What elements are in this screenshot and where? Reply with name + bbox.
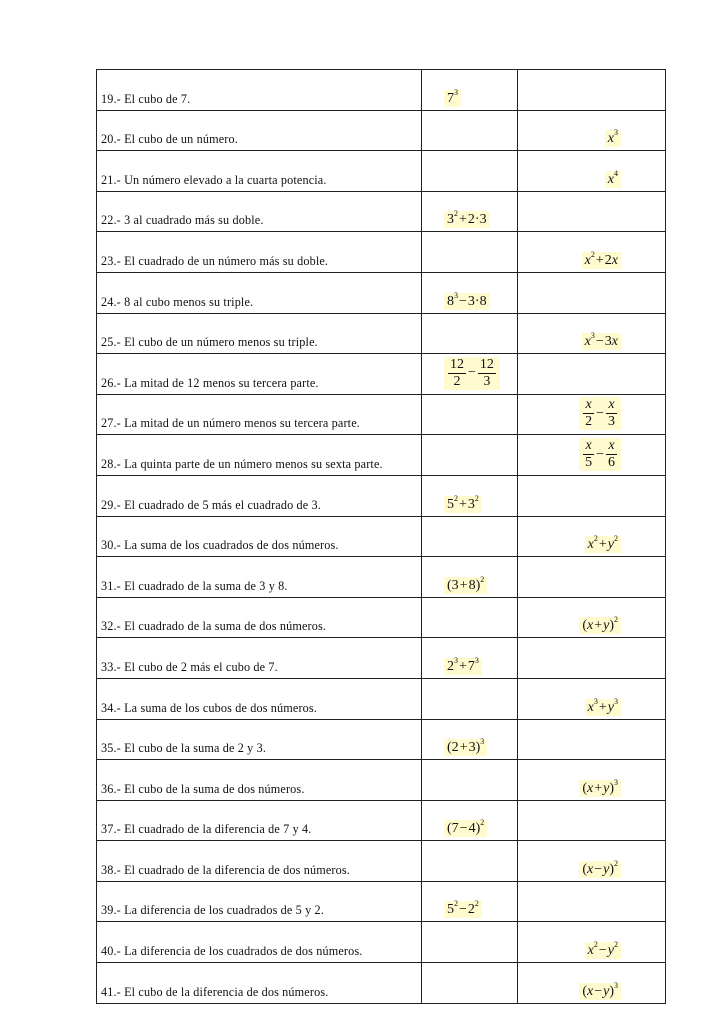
exercise-statement: 27.- La mitad de un número menos su tercera parte. [97, 394, 422, 435]
algebraic-expression: $x^2-y^2$ [585, 942, 621, 959]
numeric-expression-cell [422, 110, 518, 151]
exercise-statement: 41.- El cubo de la diferencia de dos números. [97, 963, 422, 1004]
algebraic-expression: $x^3-3x$ [582, 333, 621, 350]
exercise-statement: 25.- El cubo de un número menos su triple. [97, 313, 422, 354]
table-row [97, 516, 666, 557]
numeric-expression: $5^2+3^2$ [444, 496, 482, 513]
algebraic-expression-cell [518, 841, 666, 882]
table-row [97, 800, 666, 841]
numeric-expression-cell [422, 151, 518, 192]
exercise-statement: 19.- El cubo de 7. [97, 70, 422, 111]
table-row [97, 435, 666, 476]
numeric-expression-cell [422, 922, 518, 963]
algebraic-expression-cell [518, 516, 666, 557]
numeric-expression-cell [422, 597, 518, 638]
numeric-expression-cell [422, 760, 518, 801]
numeric-expression: $\frac{12}{2}$ − $\frac{12}{3}$ [444, 357, 500, 390]
exercise-statement: 38.- El cuadrado de la diferencia de dos números. [97, 841, 422, 882]
numeric-expression-cell [422, 881, 518, 922]
algebraic-expression-cell [518, 272, 666, 313]
algebraic-expression-cell [518, 963, 666, 1004]
table-row [97, 881, 666, 922]
algebraic-expression: $(x+y)^3$ [579, 780, 621, 797]
algebraic-expression: $x^2+y^2$ [585, 536, 621, 553]
exercise-statement: 34.- La suma de los cubos de dos números. [97, 678, 422, 719]
exercise-statement: 29.- El cuadrado de 5 más el cuadrado de 3. [97, 475, 422, 516]
exercise-statement: 28.- La quinta parte de un número menos su sexta parte. [97, 435, 422, 476]
algebraic-expression: $x^2+2x$ [582, 252, 621, 269]
table-row [97, 760, 666, 801]
numeric-expression: $(3+8)^2$ [444, 577, 487, 594]
numeric-expression: $2^3+7^3$ [444, 658, 482, 675]
table-row [97, 963, 666, 1004]
table-row [97, 313, 666, 354]
numeric-expression-cell [422, 475, 518, 516]
algebraic-expression-cell [518, 597, 666, 638]
numeric-expression: $7^3$ [444, 90, 461, 107]
table-row [97, 922, 666, 963]
exercise-statement: 22.- 3 al cuadrado más su doble. [97, 191, 422, 232]
exercise-statement: 39.- La diferencia de los cuadrados de 5 y 2. [97, 881, 422, 922]
numeric-expression-cell [422, 232, 518, 273]
exercise-statement: 30.- La suma de los cuadrados de dos números. [97, 516, 422, 557]
algebraic-expression: $x^3$ [605, 130, 621, 147]
numeric-expression: $(7-4)^2$ [444, 820, 487, 837]
algebraic-expression-cell [518, 354, 666, 395]
numeric-expression-cell [422, 841, 518, 882]
numeric-expression: $3^2+2\cdot 3$ [444, 211, 490, 228]
table-row [97, 638, 666, 679]
table-row [97, 841, 666, 882]
exercise-statement: 33.- El cubo de 2 más el cubo de 7. [97, 638, 422, 679]
table-row [97, 191, 666, 232]
exercise-statement: 40.- La diferencia de los cuadrados de dos números. [97, 922, 422, 963]
algebraic-expression-cell [518, 475, 666, 516]
algebraic-expression-cell [518, 151, 666, 192]
algebraic-expression-cell [518, 719, 666, 760]
numeric-expression-cell [422, 313, 518, 354]
exercise-statement: 26.- La mitad de 12 menos su tercera parte. [97, 354, 422, 395]
numeric-expression: $8^3-3\cdot 8$ [444, 293, 490, 310]
algebraic-expression-cell [518, 70, 666, 111]
table-row [97, 354, 666, 395]
numeric-expression-cell [422, 516, 518, 557]
exercise-statement: 36.- El cubo de la suma de dos números. [97, 760, 422, 801]
exercise-rows [97, 70, 666, 1004]
table-row [97, 110, 666, 151]
numeric-expression: $5^2-2^2$ [444, 901, 482, 918]
numeric-expression-cell [422, 354, 518, 395]
table-row [97, 394, 666, 435]
exercise-statement: 24.- 8 al cubo menos su triple. [97, 272, 422, 313]
algebraic-expression-cell [518, 922, 666, 963]
algebraic-expression-cell [518, 800, 666, 841]
table-row [97, 272, 666, 313]
table-row [97, 232, 666, 273]
numeric-expression-cell [422, 963, 518, 1004]
algebraic-expression: $\frac{x}{5}$ − $\frac{x}{6}$ [579, 438, 621, 471]
numeric-expression-cell [422, 557, 518, 598]
numeric-expression-cell [422, 70, 518, 111]
table-row [97, 719, 666, 760]
exercise-statement: 37.- El cuadrado de la diferencia de 7 y 4. [97, 800, 422, 841]
numeric-expression-cell [422, 394, 518, 435]
algebraic-expression-cell [518, 760, 666, 801]
exercise-statement: 20.- El cubo de un número. [97, 110, 422, 151]
numeric-expression-cell [422, 719, 518, 760]
exercise-statement: 31.- El cuadrado de la suma de 3 y 8. [97, 557, 422, 598]
algebraic-expression-cell [518, 232, 666, 273]
numeric-expression-cell [422, 272, 518, 313]
algebraic-expression-cell [518, 394, 666, 435]
table-row [97, 70, 666, 111]
algebraic-expression-cell [518, 638, 666, 679]
algebraic-expression: $x^4$ [605, 171, 621, 188]
table-row [97, 678, 666, 719]
exercise-statement: 21.- Un número elevado a la cuarta potencia. [97, 151, 422, 192]
numeric-expression-cell [422, 800, 518, 841]
table-row [97, 597, 666, 638]
algebraic-expression-cell [518, 881, 666, 922]
algebraic-expression-cell [518, 191, 666, 232]
numeric-expression-cell [422, 435, 518, 476]
algebraic-expression-cell [518, 110, 666, 151]
algebraic-expression-cell [518, 557, 666, 598]
table-row [97, 475, 666, 516]
algebraic-expression: $x^3+y^3$ [585, 699, 621, 716]
numeric-expression: $(2+3)^3$ [444, 739, 487, 756]
numeric-expression-cell [422, 638, 518, 679]
algebraic-expression: $(x+y)^2$ [579, 617, 621, 634]
exercise-statement: 35.- El cubo de la suma de 2 y 3. [97, 719, 422, 760]
algebraic-expression: $(x-y)^2$ [579, 861, 621, 878]
numeric-expression-cell [422, 678, 518, 719]
exercise-statement: 32.- El cuadrado de la suma de dos números. [97, 597, 422, 638]
table-row [97, 557, 666, 598]
algebraic-expression-cell [518, 313, 666, 354]
numeric-expression-cell [422, 191, 518, 232]
algebraic-expression: $\frac{x}{2}$ − $\frac{x}{3}$ [579, 397, 621, 430]
table-row [97, 151, 666, 192]
algebraic-expression-cell [518, 678, 666, 719]
algebraic-expression: $(x-y)^3$ [579, 983, 621, 1000]
exercise-table [96, 69, 666, 1004]
exercise-statement: 23.- El cuadrado de un número más su doble. [97, 232, 422, 273]
algebraic-expression-cell [518, 435, 666, 476]
